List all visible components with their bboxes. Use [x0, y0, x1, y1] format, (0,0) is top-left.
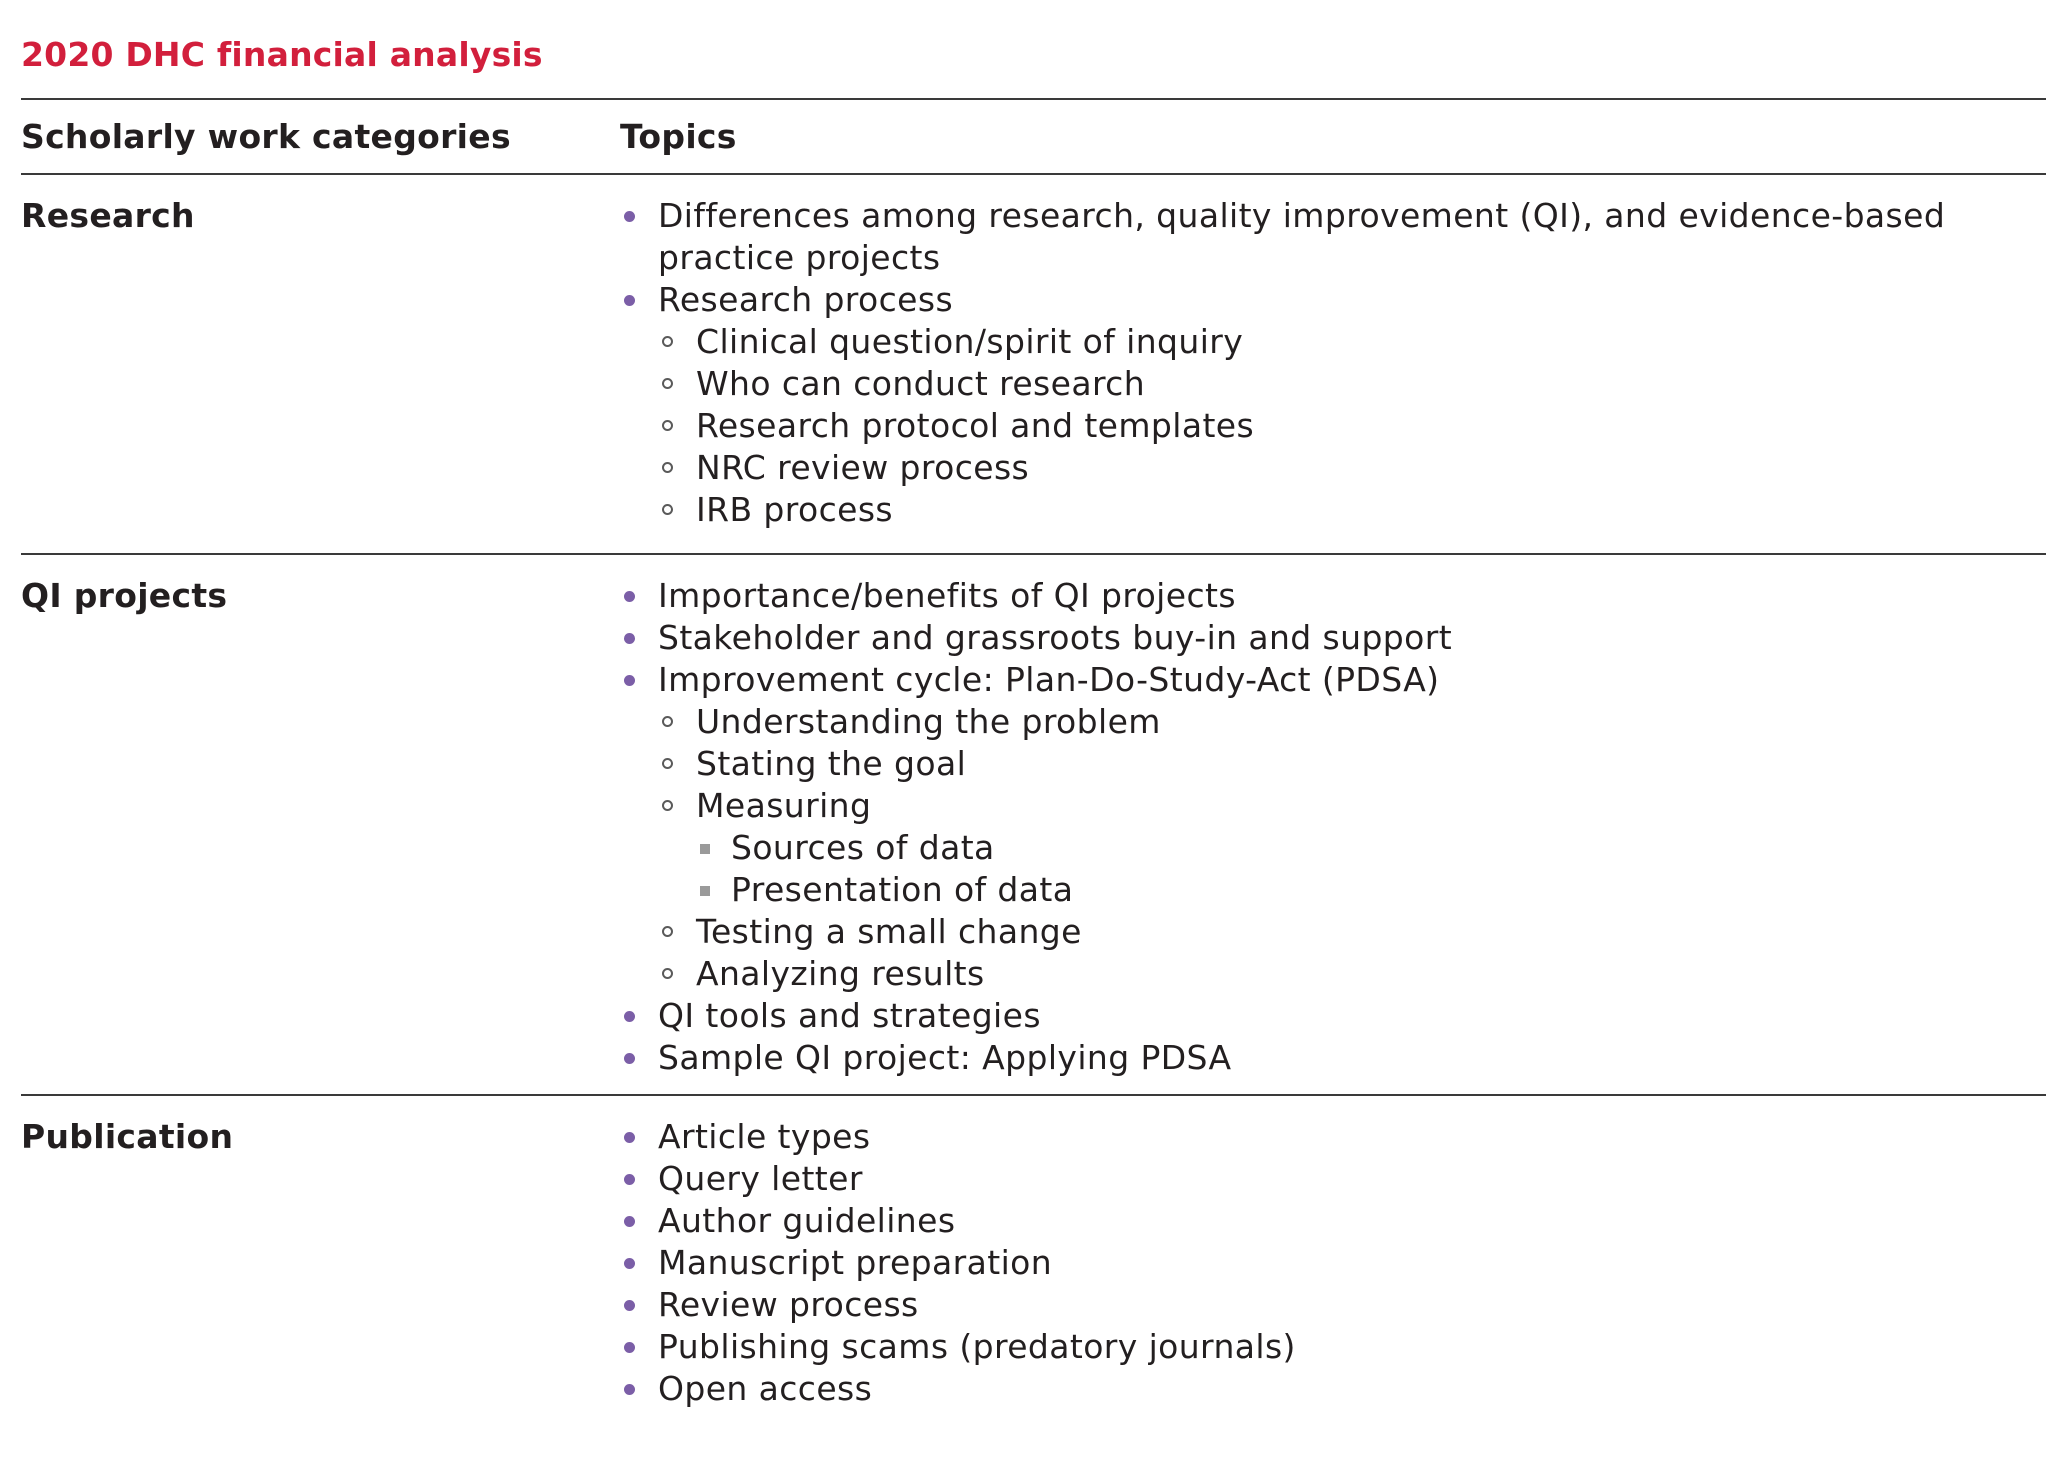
table-row-publication	[21, 1096, 2046, 1406]
item-text: Analyzing results	[696, 954, 985, 993]
list-item	[620, 447, 2046, 489]
category-research: Research	[21, 196, 195, 235]
bullet-square-icon	[700, 886, 710, 896]
topics-list	[620, 195, 2046, 531]
bullet-dot-icon	[624, 1174, 635, 1185]
item-text: QI tools and strategies	[658, 996, 1041, 1035]
list-item	[620, 953, 2046, 995]
list-item	[620, 827, 2046, 869]
header-categories: Scholarly work categories	[21, 117, 511, 156]
bullet-dot-icon	[624, 1258, 635, 1269]
bullet-dot-icon	[624, 675, 635, 686]
item-text: Query letter	[658, 1159, 863, 1198]
item-text: Manuscript preparation	[658, 1243, 1053, 1282]
bullet-circle-icon	[662, 800, 673, 811]
item-text: Differences among research, quality improvement (QI), and evidence-based practice projects	[658, 196, 1946, 277]
item-text: IRB process	[696, 490, 894, 529]
list-item	[620, 1368, 2046, 1410]
list-item	[620, 1200, 2046, 1242]
list-item	[620, 1158, 2046, 1200]
item-text: Presentation of data	[731, 870, 1074, 909]
table-title: 2020 DHC financial analysis	[21, 35, 543, 74]
list-item	[620, 321, 2046, 363]
list-item	[620, 743, 2046, 785]
item-text: Clinical question/spirit of inquiry	[696, 322, 1244, 361]
bullet-dot-icon	[624, 211, 635, 222]
bullet-circle-icon	[662, 926, 673, 937]
bullet-dot-icon	[624, 1300, 635, 1311]
bullet-circle-icon	[662, 504, 673, 515]
bullet-circle-icon	[662, 420, 673, 431]
topics-publication	[620, 1116, 2046, 1406]
bullet-circle-icon	[662, 336, 673, 347]
item-text: Stakeholder and grassroots buy-in and support	[658, 618, 1453, 657]
list-item	[620, 363, 2046, 405]
item-text: Measuring	[696, 786, 872, 825]
bullet-circle-icon	[662, 462, 673, 473]
bullet-circle-icon	[662, 378, 673, 389]
topics-qi-projects	[620, 575, 2046, 1094]
bullet-dot-icon	[624, 633, 635, 644]
list-item	[620, 911, 2046, 953]
bullet-circle-icon	[662, 716, 673, 727]
list-item	[620, 869, 2046, 911]
bullet-dot-icon	[624, 295, 635, 306]
list-item	[620, 1242, 2046, 1284]
bullet-dot-icon	[624, 1011, 635, 1022]
table-row-qi-projects	[21, 555, 2046, 1094]
list-item	[620, 659, 2046, 701]
category-qi-projects: QI projects	[21, 576, 228, 615]
item-text: Open access	[658, 1369, 873, 1408]
bullet-dot-icon	[624, 1384, 635, 1395]
topics-list	[620, 1116, 2046, 1410]
list-item	[620, 701, 2046, 743]
list-item	[620, 489, 2046, 531]
item-text: Understanding the problem	[696, 702, 1161, 741]
bullet-square-icon	[700, 844, 710, 854]
list-item	[620, 279, 2046, 321]
bullet-circle-icon	[662, 968, 673, 979]
item-text: NRC review process	[696, 448, 1030, 487]
category-publication: Publication	[21, 1117, 234, 1156]
list-item	[620, 1037, 2046, 1079]
bullet-dot-icon	[624, 1132, 635, 1143]
document-page	[21, 30, 2046, 1406]
item-text: Sample QI project: Applying PDSA	[658, 1038, 1232, 1077]
item-text: Who can conduct research	[696, 364, 1146, 403]
item-text: Stating the goal	[696, 744, 967, 783]
list-item	[620, 575, 2046, 617]
item-text: Importance/benefits of QI projects	[658, 576, 1236, 615]
header-topics: Topics	[620, 117, 737, 156]
item-text: Publishing scams (predatory journals)	[658, 1327, 1296, 1366]
item-text: Article types	[658, 1117, 871, 1156]
item-text: Review process	[658, 1285, 919, 1324]
topics-research	[620, 195, 2046, 553]
item-text: Improvement cycle: Plan-Do-Study-Act (PDSA)	[658, 660, 1440, 699]
item-text: Research protocol and templates	[696, 406, 1255, 445]
list-item	[620, 1116, 2046, 1158]
table-header-row	[21, 100, 2046, 173]
bullet-dot-icon	[624, 1342, 635, 1353]
list-item	[620, 405, 2046, 447]
list-item	[620, 995, 2046, 1037]
item-text: Testing a small change	[696, 912, 1082, 951]
list-item	[620, 1326, 2046, 1368]
bullet-dot-icon	[624, 1216, 635, 1227]
bullet-dot-icon	[624, 1053, 635, 1064]
bullet-circle-icon	[662, 758, 673, 769]
item-text: Sources of data	[731, 828, 995, 867]
list-item	[620, 1284, 2046, 1326]
list-item	[620, 785, 2046, 827]
topics-list	[620, 575, 2046, 1079]
item-text: Author guidelines	[658, 1201, 956, 1240]
list-item	[620, 617, 2046, 659]
list-item	[620, 195, 2046, 279]
item-text: Research process	[658, 280, 954, 319]
bullet-dot-icon	[624, 591, 635, 602]
table-row-research	[21, 175, 2046, 553]
